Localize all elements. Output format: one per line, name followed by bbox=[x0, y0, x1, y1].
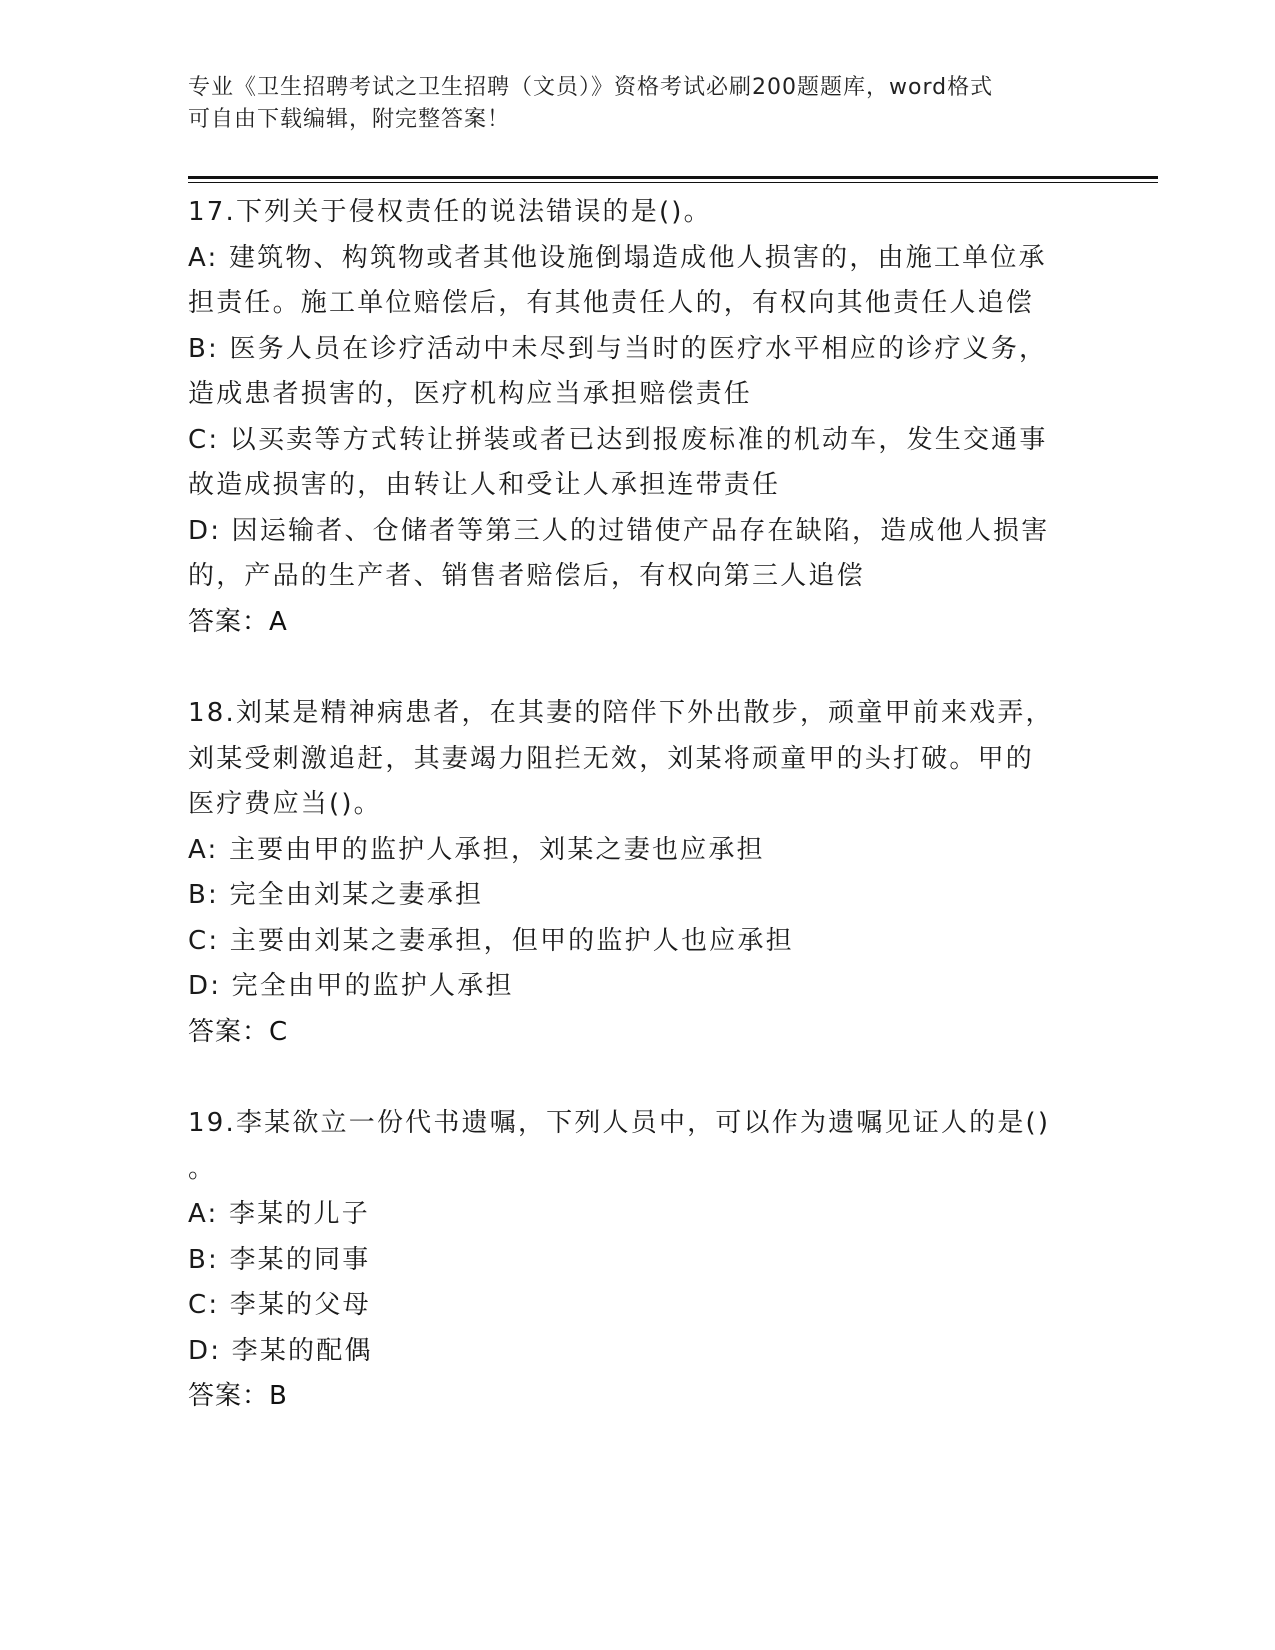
option-a: A: 主要由甲的监护人承担，刘某之妻也应承担 bbox=[188, 834, 765, 865]
question-stem-continued: 医疗费应当()。 bbox=[188, 789, 382, 819]
option-c: C: 主要由刘某之妻承担，但甲的监护人也应承担 bbox=[188, 925, 794, 956]
option-d: D: 完全由甲的监护人承担 bbox=[188, 971, 514, 1001]
question-spacer bbox=[188, 645, 1068, 691]
option-c: C: 以买卖等方式转让拼装或者已达到报废标准的机动车，发生交通事 bbox=[188, 424, 1048, 455]
answer-label: 答案：B bbox=[188, 1381, 288, 1411]
answer-label: 答案：C bbox=[188, 1016, 289, 1047]
option-c: C: 李某的父母 bbox=[188, 1290, 371, 1320]
option-a: A: 建筑物、构筑物或者其他设施倒塌造成他人损害的，由施工单位承 bbox=[188, 242, 1047, 273]
question-stem: 19.李某欲立一份代书遗嘱，下列人员中，可以作为遗嘱见证人的是() bbox=[188, 1108, 1051, 1138]
header-divider-thick bbox=[188, 176, 1158, 179]
option-d-continued: 的，产品的生产者、销售者赔偿后，有权向第三人追偿 bbox=[188, 561, 865, 591]
option-b: B: 医务人员在诊疗活动中未尽到与当时的医疗水平相应的诊疗义务， bbox=[188, 333, 1048, 364]
document-header bbox=[188, 72, 1068, 136]
question-list bbox=[188, 190, 1068, 1420]
question-stem: 18.刘某是精神病患者，在其妻的陪伴下外出散步，顽童甲前来戏弄， bbox=[188, 698, 1054, 728]
option-b: B: 完全由刘某之妻承担 bbox=[188, 880, 484, 910]
header-divider-thin bbox=[188, 182, 1158, 183]
question-stem-continued: 。 bbox=[188, 1153, 217, 1184]
question-17 bbox=[188, 190, 1068, 645]
option-b-continued: 造成患者损害的，医疗机构应当承担赔偿责任 bbox=[188, 379, 753, 409]
question-stem-continued: 刘某受刺激追赶，其妻竭力阻拦无效，刘某将顽童甲的头打破。甲的 bbox=[188, 743, 1035, 774]
option-c-continued: 故造成损害的，由转让人和受让人承担连带责任 bbox=[188, 470, 781, 500]
question-19 bbox=[188, 1101, 1068, 1420]
option-b: B: 李某的同事 bbox=[188, 1244, 371, 1275]
question-spacer bbox=[188, 1055, 1068, 1101]
question-stem: 17.下列关于侵权责任的说法错误的是()。 bbox=[188, 197, 712, 227]
question-18 bbox=[188, 691, 1068, 1055]
option-a-continued: 担责任。施工单位赔偿后，有其他责任人的，有权向其他责任人追偿 bbox=[188, 288, 1035, 318]
option-d: D: 李某的配偶 bbox=[188, 1335, 373, 1366]
option-d: D: 因运输者、仓储者等第三人的过错使产品存在缺陷，造成他人损害 bbox=[188, 515, 1050, 546]
option-a: A: 李某的儿子 bbox=[188, 1199, 370, 1229]
answer-label: 答案：A bbox=[188, 606, 288, 637]
header-line: 专业《卫生招聘考试之卫生招聘（文员）》资格考试必刷200题题库，word格式 bbox=[188, 75, 994, 100]
header-line: 可自由下载编辑，附完整答案！ bbox=[188, 107, 511, 132]
